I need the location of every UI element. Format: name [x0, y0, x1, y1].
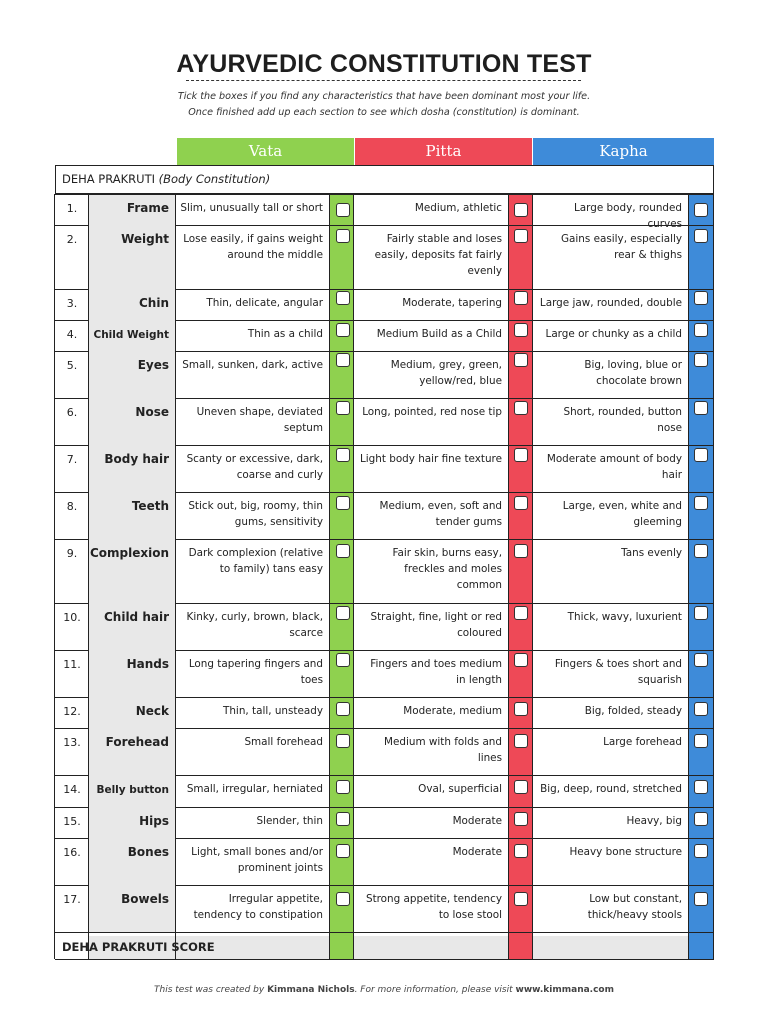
kapha-checkbox[interactable]: [694, 496, 708, 510]
trait-name: Bowels: [89, 885, 176, 932]
column-divider: [532, 194, 533, 959]
column-divider: [353, 194, 354, 959]
row-divider: [55, 932, 714, 933]
pitta-checkbox[interactable]: [514, 544, 528, 558]
pitta-checkbox[interactable]: [514, 353, 528, 367]
footer-prefix: This test was created by: [154, 985, 265, 995]
footer-website-link[interactable]: www.kimmana.com: [515, 985, 614, 995]
kapha-score-cell[interactable]: [533, 936, 689, 959]
column-header-pitta: Pitta: [355, 138, 532, 165]
row-number: 15.: [63, 815, 81, 828]
trait-name: Nose: [89, 398, 176, 445]
vata-description: Lose easily, if gains weight around the middle: [183, 233, 323, 261]
kapha-description: Large forehead: [603, 736, 682, 748]
kapha-checkbox[interactable]: [694, 448, 708, 462]
row-number: 16.: [63, 846, 81, 859]
row-number: 9.: [66, 547, 78, 560]
vata-checkbox[interactable]: [336, 203, 350, 217]
column-divider: [688, 194, 689, 959]
vata-checkbox[interactable]: [336, 844, 350, 858]
kapha-checkbox[interactable]: [694, 844, 708, 858]
row-number: 6.: [66, 406, 78, 419]
column-header-vata: Vata: [177, 138, 354, 165]
kapha-description: Heavy bone structure: [569, 846, 682, 858]
vata-description: Slender, thin: [256, 815, 323, 827]
kapha-checkbox[interactable]: [694, 401, 708, 415]
footer-author: Kimmana Nichols: [267, 985, 355, 995]
pitta-description: Medium, even, soft and tender gums: [379, 500, 502, 528]
pitta-checkbox[interactable]: [514, 653, 528, 667]
kapha-description: Heavy, big: [626, 815, 682, 827]
vata-description: Long tapering fingers and toes: [188, 658, 323, 686]
trait-name: Hips: [89, 807, 176, 838]
kapha-checkbox[interactable]: [694, 291, 708, 305]
vata-description: Irregular appetite, tendency to constipation: [193, 893, 323, 921]
kapha-checkbox[interactable]: [694, 229, 708, 243]
pitta-description: Fairly stable and loses easily, deposits fat fairly evenly: [374, 233, 502, 277]
vata-checkbox[interactable]: [336, 734, 350, 748]
pitta-checkbox[interactable]: [514, 844, 528, 858]
pitta-checkbox[interactable]: [514, 448, 528, 462]
pitta-checkbox[interactable]: [514, 496, 528, 510]
vata-checkbox[interactable]: [336, 448, 350, 462]
trait-name: Belly button: [89, 775, 176, 807]
kapha-checkbox[interactable]: [694, 702, 708, 716]
section-name: DEHA PRAKRUTI: [62, 172, 155, 186]
pitta-checkbox[interactable]: [514, 892, 528, 906]
vata-checkbox[interactable]: [336, 323, 350, 337]
vata-description: Dark complexion (relative to family) tans easy: [188, 547, 323, 575]
vata-checkbox[interactable]: [336, 780, 350, 794]
pitta-description: Straight, fine, light or red coloured: [370, 611, 502, 639]
vata-description: Stick out, big, roomy, thin gums, sensitivity: [188, 500, 323, 528]
vata-checkbox[interactable]: [336, 496, 350, 510]
column-divider: [54, 194, 55, 959]
kapha-checkbox[interactable]: [694, 544, 708, 558]
kapha-description: Fingers & toes short and squarish: [554, 658, 682, 686]
pitta-description: Fingers and toes medium in length: [370, 658, 502, 686]
kapha-description: Moderate amount of body hair: [546, 453, 682, 481]
pitta-checkbox[interactable]: [514, 812, 528, 826]
pitta-checkbox[interactable]: [514, 702, 528, 716]
title-divider: [186, 80, 581, 81]
pitta-description: Medium Build as a Child: [376, 328, 502, 340]
kapha-description: Large, even, white and gleeming: [562, 500, 682, 528]
column-divider: [88, 194, 89, 959]
vata-description: Kinky, curly, brown, black, scarce: [186, 611, 323, 639]
kapha-description: Short, rounded, button nose: [563, 406, 682, 434]
kapha-checkbox[interactable]: [694, 734, 708, 748]
pitta-description: Medium, athletic: [414, 202, 502, 214]
pitta-description: Moderate: [452, 815, 502, 827]
vata-checkbox[interactable]: [336, 812, 350, 826]
pitta-description: Moderate: [452, 846, 502, 858]
column-divider: [713, 194, 714, 959]
vata-description: Small, irregular, herniated: [186, 783, 323, 795]
footer: [0, 985, 768, 995]
kapha-description: Big, deep, round, stretched: [540, 783, 682, 795]
vata-checkbox[interactable]: [336, 353, 350, 367]
trait-name: Bones: [89, 838, 176, 885]
kapha-description: Large or chunky as a child: [545, 328, 682, 340]
pitta-description: Light body hair fine texture: [359, 453, 502, 465]
vata-description: Thin, tall, unsteady: [223, 705, 323, 717]
vata-description: Thin as a child: [247, 328, 323, 340]
trait-name: Chin: [89, 289, 176, 320]
kapha-checkbox[interactable]: [694, 606, 708, 620]
pitta-description: Moderate, tapering: [402, 297, 502, 309]
row-number: 5.: [66, 359, 78, 372]
vata-checkbox[interactable]: [336, 401, 350, 415]
trait-name: Eyes: [89, 351, 176, 398]
kapha-description: Large jaw, rounded, double: [539, 297, 682, 309]
kapha-description: Gains easily, especially rear & thighs: [561, 233, 682, 261]
trait-name: Hands: [89, 650, 176, 697]
vata-checkbox[interactable]: [336, 606, 350, 620]
kapha-checkbox[interactable]: [694, 812, 708, 826]
row-number: 10.: [63, 611, 81, 624]
vata-checkbox[interactable]: [336, 544, 350, 558]
vata-checkbox[interactable]: [336, 892, 350, 906]
row-number: 3.: [66, 297, 78, 310]
pitta-description: Fair skin, burns easy, freckles and moles common: [392, 547, 502, 591]
row-number: 14.: [63, 783, 81, 796]
pitta-description: Moderate, medium: [403, 705, 502, 717]
trait-name: Body hair: [89, 445, 176, 492]
table-border: [55, 959, 714, 960]
kapha-description: Big, loving, blue or chocolate brown: [584, 359, 682, 387]
row-number: 13.: [63, 736, 81, 749]
row-number: 7.: [66, 453, 78, 466]
kapha-checkbox[interactable]: [694, 653, 708, 667]
trait-name: Weight: [89, 225, 176, 289]
pitta-checkbox[interactable]: [514, 229, 528, 243]
vata-description: Uneven shape, deviated septum: [196, 406, 323, 434]
row-number: 8.: [66, 500, 78, 513]
vata-checkbox[interactable]: [336, 291, 350, 305]
row-number: 1.: [66, 202, 78, 215]
vata-description: Light, small bones and/or prominent joints: [191, 846, 323, 874]
kapha-checkbox[interactable]: [694, 780, 708, 794]
pitta-checkbox[interactable]: [514, 203, 528, 217]
page-title: AYURVEDIC CONSTITUTION TEST: [176, 50, 592, 78]
kapha-checkbox[interactable]: [694, 323, 708, 337]
instructions: Tick the boxes if you find any characteristics that have been dominant most your life. Once finished add up each section to see which dosha (constitution) is dominant.: [177, 91, 591, 118]
vata-description: Small, sunken, dark, active: [182, 359, 323, 371]
pitta-description: Medium with folds and lines: [384, 736, 502, 764]
trait-name: Child hair: [89, 603, 176, 650]
row-number: 12.: [63, 705, 81, 718]
kapha-description: Low but constant, thick/heavy stools: [587, 893, 682, 921]
pitta-checkbox[interactable]: [514, 734, 528, 748]
section-title: [62, 165, 270, 194]
row-number: 11.: [63, 658, 81, 671]
section-note: (Body Constitution): [158, 172, 271, 186]
trait-name: Teeth: [89, 492, 176, 539]
vata-checkbox[interactable]: [336, 653, 350, 667]
column-divider: [508, 194, 509, 959]
row-number: 2.: [66, 233, 78, 246]
kapha-checkbox[interactable]: [694, 203, 708, 217]
row-number: 17.: [63, 893, 81, 906]
vata-description: Slim, unusually tall or short: [180, 202, 323, 214]
vata-description: Small forehead: [244, 736, 323, 748]
pitta-checkbox[interactable]: [514, 606, 528, 620]
table-border: [55, 194, 714, 195]
trait-name: Neck: [89, 697, 176, 728]
vata-checkbox[interactable]: [336, 229, 350, 243]
kapha-description: Large body, rounded curves: [574, 202, 682, 230]
pitta-checkbox[interactable]: [514, 323, 528, 337]
trait-name: Forehead: [89, 728, 176, 775]
vata-checkbox[interactable]: [336, 702, 350, 716]
pitta-description: Strong appetite, tendency to lose stool: [365, 893, 502, 921]
kapha-description: Big, folded, steady: [584, 705, 682, 717]
pitta-description: Long, pointed, red nose tip: [362, 406, 502, 418]
column-divider: [175, 194, 176, 959]
vata-description: Thin, delicate, angular: [206, 297, 323, 309]
kapha-description: Tans evenly: [621, 547, 682, 559]
pitta-description: Medium, grey, green, yellow/red, blue: [390, 359, 502, 387]
column-divider: [329, 194, 330, 959]
row-number: 4.: [66, 328, 78, 341]
pitta-checkbox[interactable]: [514, 780, 528, 794]
trait-name: Complexion: [89, 539, 176, 603]
kapha-checkbox[interactable]: [694, 892, 708, 906]
kapha-description: Thick, wavy, luxurient: [567, 611, 682, 623]
trait-name: Frame: [89, 194, 176, 225]
pitta-checkbox[interactable]: [514, 291, 528, 305]
footer-middle: . For more information, please visit: [354, 985, 513, 995]
pitta-description: Oval, superficial: [418, 783, 502, 795]
pitta-score-cell[interactable]: [354, 936, 509, 959]
pitta-checkbox[interactable]: [514, 401, 528, 415]
vata-description: Scanty or excessive, dark, coarse and curly: [186, 453, 323, 481]
trait-name: Child Weight: [89, 320, 176, 351]
kapha-checkbox[interactable]: [694, 353, 708, 367]
score-label: DEHA PRAKRUTI SCORE: [62, 940, 215, 954]
column-header-kapha: Kapha: [533, 138, 714, 165]
